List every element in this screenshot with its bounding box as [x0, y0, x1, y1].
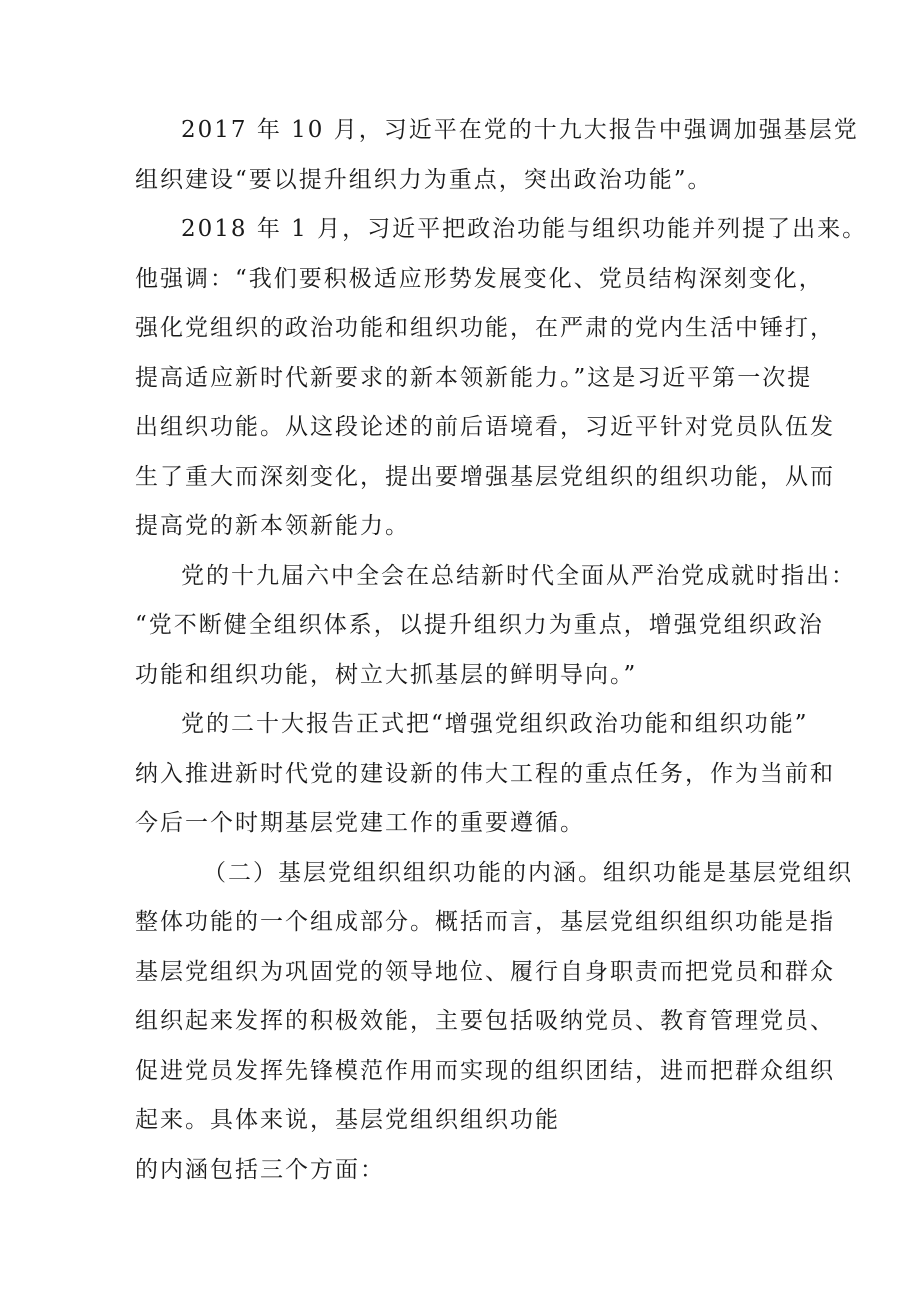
- text-line: 党的二十大报告正式把“增强党组织政治功能和组织功能”: [181, 711, 809, 737]
- text-line: 组织起来发挥的积极效能，主要包括吸纳党员、教育管理党员、: [135, 1008, 835, 1034]
- text-line: 组织建设“要以提升组织力为重点，突出政治功能”。: [135, 167, 713, 193]
- text-line: 2017 年 10 月，习近平在党的十九大报告中强调加强基层党: [181, 117, 859, 143]
- text-line: 提高适应新时代新要求的新本领新能力。”这是习近平第一次提: [135, 365, 813, 391]
- text-line: 今后一个时期基层党建工作的重要遵循。: [135, 810, 585, 836]
- text-line: 起来。具体来说，基层党组织组织功能: [135, 1107, 560, 1133]
- text-line: 整体功能的一个组成部分。概括而言，基层党组织组织功能是指: [135, 909, 835, 935]
- text-line: 提高党的新本领新能力。: [135, 513, 410, 539]
- text-line: 生了重大而深刻变化，提出要增强基层党组织的组织功能，从而: [135, 464, 835, 490]
- text-line: 他强调：“我们要积极适应形势发展变化、党员结构深刻变化，: [135, 266, 824, 292]
- text-line: 出组织功能。从这段论述的前后语境看，习近平针对党员队伍发: [135, 414, 835, 440]
- text-line: “党不断健全组织体系，以提升组织力为重点，增强党组织政治: [135, 612, 824, 638]
- text-line: 纳入推进新时代党的建设新的伟大工程的重点任务，作为当前和: [135, 761, 835, 787]
- text-line: 基层党组织为巩固党的领导地位、履行自身职责而把党员和群众: [135, 959, 835, 985]
- text-line: （二）基层党组织组织功能的内涵。组织功能是基层党组织: [203, 860, 853, 886]
- text-line: 2018 年 1 月，习近平把政治功能与组织功能并列提了出来。: [181, 216, 868, 242]
- text-line: 党的十九届六中全会在总结新时代全面从严治党成就时指出：: [181, 563, 856, 589]
- text-line: 的内涵包括三个方面：: [135, 1157, 385, 1183]
- text-line: 功能和组织功能，树立大抓基层的鲜明导向。”: [135, 662, 638, 688]
- text-line: 强化党组织的政治功能和组织功能，在严肃的党内生活中锤打，: [135, 315, 835, 341]
- text-line: 促进党员发挥先锋模范作用而实现的组织团结，进而把群众组织: [135, 1058, 835, 1084]
